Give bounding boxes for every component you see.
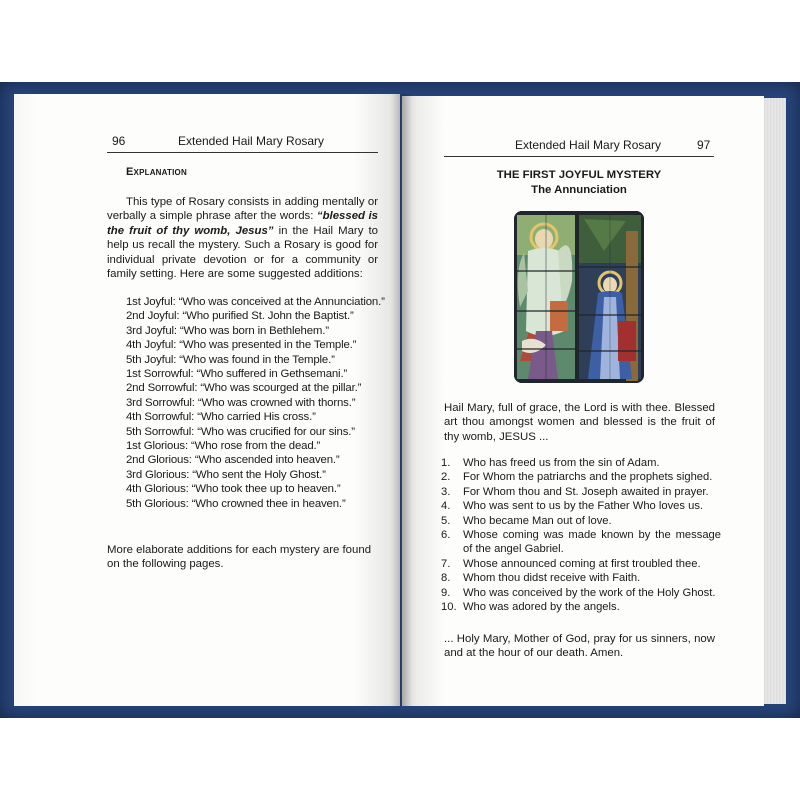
intro-emphasis: “blessed is the fruit of thy womb, Jesus” (107, 210, 378, 237)
list-item: 3rd Sorrowful: “Who was crowned with thorns.” (126, 396, 356, 409)
list-item: 3rd Joyful: “Who was born in Bethlehem.” (126, 324, 329, 337)
closing-paragraph: More elaborate additions for each mystery are found on the following pages. (107, 544, 372, 571)
additions-list (126, 295, 385, 511)
clause-number: 4. (441, 500, 451, 513)
section-heading: Explanation (126, 166, 187, 178)
list-item: 2nd Sorrowful: “Who was scourged at the pillar.” (126, 382, 362, 395)
clause-number: 6. (441, 529, 451, 542)
left-running-header: Extended Hail Mary Rosary (178, 134, 325, 148)
list-item: 5th Glorious: “Who crowned thee in heaven.” (126, 497, 346, 510)
right-header-rule (444, 156, 714, 157)
stained-glass-annunciation-icon (514, 211, 644, 383)
list-item (441, 600, 721, 614)
list-item: 3rd Glorious: “Who sent the Holy Ghost.” (126, 468, 326, 481)
left-header-rule (107, 152, 378, 153)
list-item (441, 514, 721, 528)
intro-text-1: This type of Rosary consists in adding mentally or verbally a simple phrase after the words: (107, 196, 378, 223)
clause-list (441, 456, 721, 614)
intro-paragraph (107, 195, 378, 281)
clause-text: Whom thou didst receive with Faith. (463, 572, 641, 585)
clause-number: 5. (441, 514, 451, 527)
list-item: 4th Joyful: “Who was presented in the Temple.” (126, 339, 357, 352)
list-item (441, 557, 721, 571)
page-edges (764, 98, 786, 704)
prayer-close: ... Holy Mary, Mother of God, pray for us sinners, now and at the hour of our death. Amen. (444, 633, 715, 660)
clause-text: Who was sent to us by the Father Who loves us. (463, 500, 704, 513)
left-page-number: 96 (112, 134, 126, 148)
list-item: 1st Sorrowful: “Who suffered in Gethsemani.” (126, 368, 348, 381)
clause-number: 3. (441, 485, 451, 498)
clause-text: Who has freed us from the sin of Adam. (463, 457, 660, 469)
clause-text: Who was adored by the angels. (463, 601, 620, 614)
clause-text: Whose coming was made known by the message of the angel Gabriel. (463, 529, 721, 556)
list-item (441, 571, 721, 585)
clause-text: Who became Man out of love. (463, 514, 612, 527)
clause-text: For Whom the patriarchs and the prophets sighed. (463, 471, 713, 484)
clause-number: 9. (441, 586, 451, 599)
right-page-number: 97 (697, 138, 711, 152)
list-item: 2nd Joyful: “Who purified St. John the Baptist.” (126, 310, 354, 323)
clause-number: 1. (441, 457, 451, 469)
prayer-intro: Hail Mary, full of grace, the Lord is with thee. Blessed art thou amongst women and blessed is the fruit of thy womb, JESUS ... (444, 402, 715, 443)
list-item: 1st Joyful: “Who was conceived at the Annunciation.” (126, 296, 385, 308)
intro-text-2: in the Hail Mary to help us recall the mystery. Such a Rosary is good for individual private devotion or for a community or family setting. Here are some suggested additions: (107, 224, 378, 281)
clause-number: 2. (441, 471, 451, 484)
list-item: 5th Joyful: “Who was found in the Temple.” (126, 353, 335, 366)
clause-number: 10. (441, 601, 457, 614)
list-item (441, 499, 721, 513)
list-item (441, 470, 721, 484)
spine-shadow (392, 94, 412, 706)
clause-number: 8. (441, 572, 451, 585)
clause-text: Who was conceived by the work of the Holy Ghost. (463, 586, 716, 599)
list-item (441, 586, 721, 600)
list-item: 4th Glorious: “Who took thee up to heaven.” (126, 483, 341, 496)
list-item: 5th Sorrowful: “Who was crucified for our sins.” (126, 425, 355, 438)
mystery-title: THE FIRST JOYFUL MYSTERY (496, 169, 662, 181)
right-running-header: Extended Hail Mary Rosary (515, 138, 662, 152)
clause-text: Whose announced coming at first troubled thee. (463, 557, 701, 570)
list-item (441, 528, 721, 557)
clause-number: 7. (441, 557, 451, 570)
mystery-subtitle: The Annunciation (531, 184, 627, 196)
list-item: 1st Glorious: “Who rose from the dead.” (126, 440, 321, 453)
list-item (441, 456, 721, 470)
list-item (441, 485, 721, 499)
clause-text: For Whom thou and St. Joseph awaited in prayer. (463, 485, 709, 498)
list-item: 2nd Glorious: “Who ascended into heaven.” (126, 454, 340, 467)
list-item: 4th Sorrowful: “Who carried His cross.” (126, 411, 316, 424)
